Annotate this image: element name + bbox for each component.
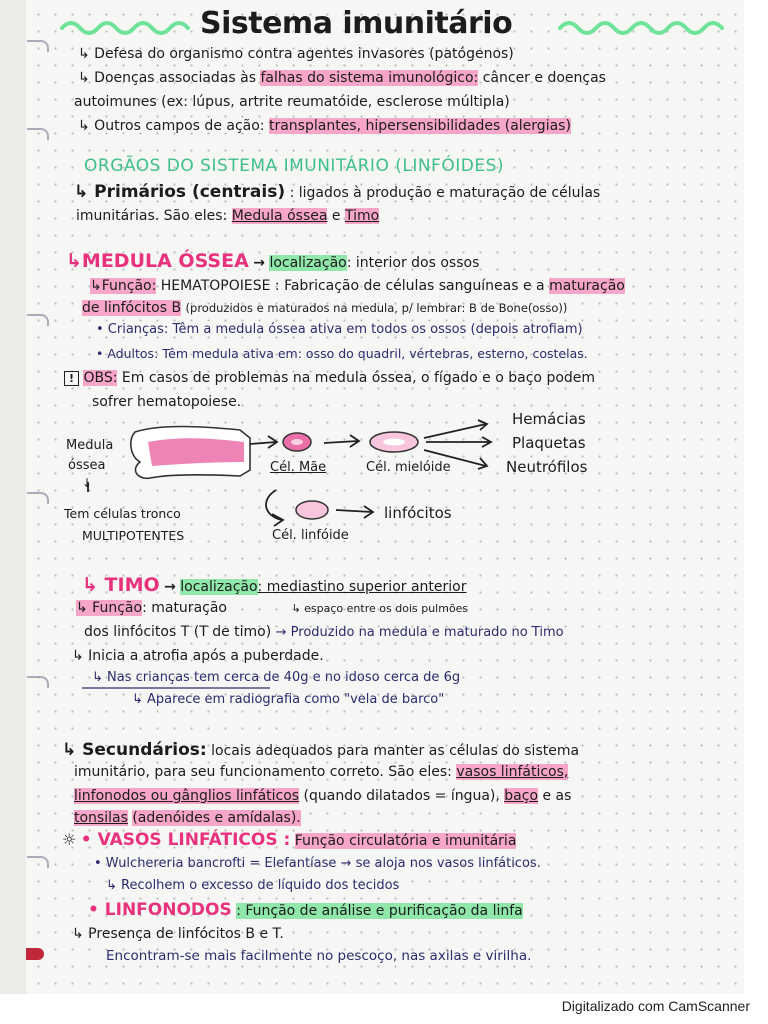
secundarios-line-1-b: locais adequados para manter as células do sistema <box>211 743 580 759</box>
timo-func-line-2 <box>84 624 564 640</box>
primarios-line-2 <box>76 208 379 224</box>
diagram-cel-mae: Cél. Mãe <box>270 460 327 475</box>
intro-line-4-a: ↳ Outros campos de ação: <box>78 118 265 134</box>
secundarios-line-2-a: imunitário, para seu funcionamento correto. São eles: <box>74 764 452 780</box>
secundarios-line-4 <box>74 810 301 826</box>
medula-linfocitos-b: de linfócitos B <box>82 300 182 316</box>
medula-func-line-2 <box>82 300 567 316</box>
linfonodos-link: linfonodos ou gânglios linfáticos <box>74 788 300 804</box>
medula-obs-line-1 <box>64 370 595 386</box>
timo-func-label: ↳ Função <box>76 600 143 616</box>
medula-loc-label: localização <box>269 255 347 271</box>
timo-linfocitos-t: dos linfócitos T (T de timo) <box>84 624 272 640</box>
medula-loc-text: : interior dos ossos <box>346 255 480 271</box>
warning-icon: ! <box>64 371 79 386</box>
secundarios-line-2 <box>74 764 568 780</box>
timo-func-note: ↳ espaço entre os dois pulmões <box>291 602 469 615</box>
intro-line-4-highlight: transplantes, hipersensibilidades (alergias) <box>268 118 571 134</box>
timo-heading: ↳ TIMO <box>82 574 160 596</box>
linfonodos-presenca: ↳ Presença de linfócitos B e T. <box>72 926 284 942</box>
primarios-line-1-b: : ligados à produção e maturação de células <box>289 185 601 201</box>
timo-arrow: → <box>164 579 176 595</box>
medula-func-note: (produzidos e maturados na medula, p/ lembrar: B de Bone(osso)) <box>185 301 568 315</box>
secundarios-line-3 <box>74 788 571 804</box>
timo-peso: ↳ Nas crianças tem cerca de 40g e no idoso cerca de 6g <box>92 670 461 685</box>
timo-link: Timo <box>344 208 380 224</box>
diagram-plaquetas: Plaquetas <box>512 434 586 452</box>
tonsilas-note: (adenóides e amídalas). <box>132 810 301 826</box>
medula-func-label: ↳Função: <box>90 278 157 294</box>
linfonodos-heading-line <box>88 900 523 920</box>
vasos-recolhem: ↳ Recolhem o excesso de líquido dos tecidos <box>106 878 400 893</box>
medula-obs-label: OBS: <box>83 370 118 386</box>
medula-func-text: HEMATOPOIESE : Fabricação de células sanguíneas e a <box>160 278 545 294</box>
timo-produzido: → Produzido na medula e maturado no Timo <box>275 625 564 640</box>
intro-line-4 <box>78 118 571 134</box>
medula-heading-line <box>66 250 479 272</box>
wavy-line-left <box>62 23 188 33</box>
medula-arrow: → <box>253 255 265 271</box>
diagram-cel-linfoide: Cél. linfóide <box>272 528 349 543</box>
diagram-neutrofilos: Neutrófilos <box>506 458 588 476</box>
vasos-heading: • VASOS LINFÁTICOS : <box>80 830 291 850</box>
diagram-medula-label: Medula <box>66 438 114 453</box>
bone-drawing <box>131 427 250 479</box>
secundarios-line-1 <box>62 740 579 760</box>
diagram-hemacias: Hemácias <box>512 410 586 428</box>
primarios-line-1 <box>74 182 600 202</box>
timo-loc-label: localização <box>180 579 258 595</box>
vasos-wulchereria: • Wulchereria bancrofti = Elefantíase → se aloja nos vasos linfáticos. <box>94 856 541 871</box>
intro-line-2 <box>78 70 606 86</box>
timo-func-line-1 <box>76 600 468 616</box>
wavy-line-right <box>560 23 722 33</box>
lightbulb-icon: ☼ <box>62 830 77 849</box>
diagram-tronco: Tem células tronco <box>64 506 181 521</box>
medula-criancas: • Crianças: Têm a medula óssea ativa em todos os ossos (depois atrofiam) <box>96 322 583 337</box>
diagram-down-arrow: ↓ <box>82 476 93 490</box>
medula-link: Medula óssea <box>231 208 328 224</box>
timo-atrofia: ↳ Inicia a atrofia após a puberdade. <box>72 648 324 664</box>
secundarios-heading: ↳ Secundários: <box>62 740 207 760</box>
diagram-cel-mieloide: Cél. mielóide <box>366 460 451 475</box>
intro-line-2-highlight: falhas do sistema imunológico: <box>260 70 479 86</box>
intro-line-2-c: câncer e doenças <box>482 70 606 86</box>
vasos-linfaticos-link: vasos linfáticos, <box>456 764 569 780</box>
tonsilas-link: tonsilas <box>74 810 128 826</box>
page-title: Sistema imunitário <box>200 6 513 41</box>
medula-func-line-1 <box>90 278 625 294</box>
intro-line-1: ↳ Defesa do organismo contra agentes invasores (patógenos) <box>78 46 514 62</box>
diagram-linfocitos: linfócitos <box>384 504 452 522</box>
scanner-footer: Digitalizado com CamScanner <box>561 998 750 1014</box>
timo-loc-text: : mediastino superior anterior <box>257 579 467 595</box>
timo-func-text: : maturação <box>142 600 227 616</box>
vasos-heading-line <box>62 830 516 850</box>
linfonodos-heading: • LINFONODOS <box>88 900 232 920</box>
cell-linfoide-drawing <box>296 501 328 519</box>
vasos-func: Função circulatória e imunitária <box>294 833 517 849</box>
linfonodos-func: : Função de análise e purificação da linfa <box>236 903 523 919</box>
linfonodos-encontram: Encontram-se mais facilmente no pescoço, nas axilas e virilha. <box>106 948 532 964</box>
diagram-multipotentes: MULTIPOTENTES <box>82 528 185 543</box>
baco-link: baço <box>504 788 539 804</box>
intro-line-3: autoimunes (ex: lúpus, artrite reumatóide, esclerose múltipla) <box>74 94 510 110</box>
primarios-line-2-a: imunitárias. São eles: <box>76 208 228 224</box>
medula-obs-line-2: sofrer hematopoiese. <box>92 394 242 410</box>
primarios-line-2-c: e <box>331 208 341 224</box>
secundarios-line-3-b: (quando dilatados = íngua), <box>303 788 500 804</box>
diagram-ossea-label: óssea <box>68 458 106 473</box>
intro-line-2-a: ↳ Doenças associadas às <box>78 70 257 86</box>
organs-heading: ORGÃOS DO SISTEMA IMUNITÁRIO (LINFÓIDES) <box>84 156 504 176</box>
medula-func-highlight: maturação <box>549 278 625 294</box>
medula-obs-text: Em casos de problemas na medula óssea, o fígado e o baço podem <box>121 370 596 386</box>
medula-adultos: • Adultos: Têm medula ativa em: osso do quadril, vértebras, esterno, costelas. <box>96 346 588 361</box>
secundarios-line-3-d: e as <box>542 788 572 804</box>
timo-heading-line <box>82 574 467 596</box>
primarios-heading: ↳ Primários (centrais) <box>74 182 286 202</box>
timo-radiografia: ↳ Aparece em radiografia como "vela de barco" <box>132 692 445 707</box>
medula-heading: ↳MEDULA ÓSSEA <box>66 250 249 272</box>
